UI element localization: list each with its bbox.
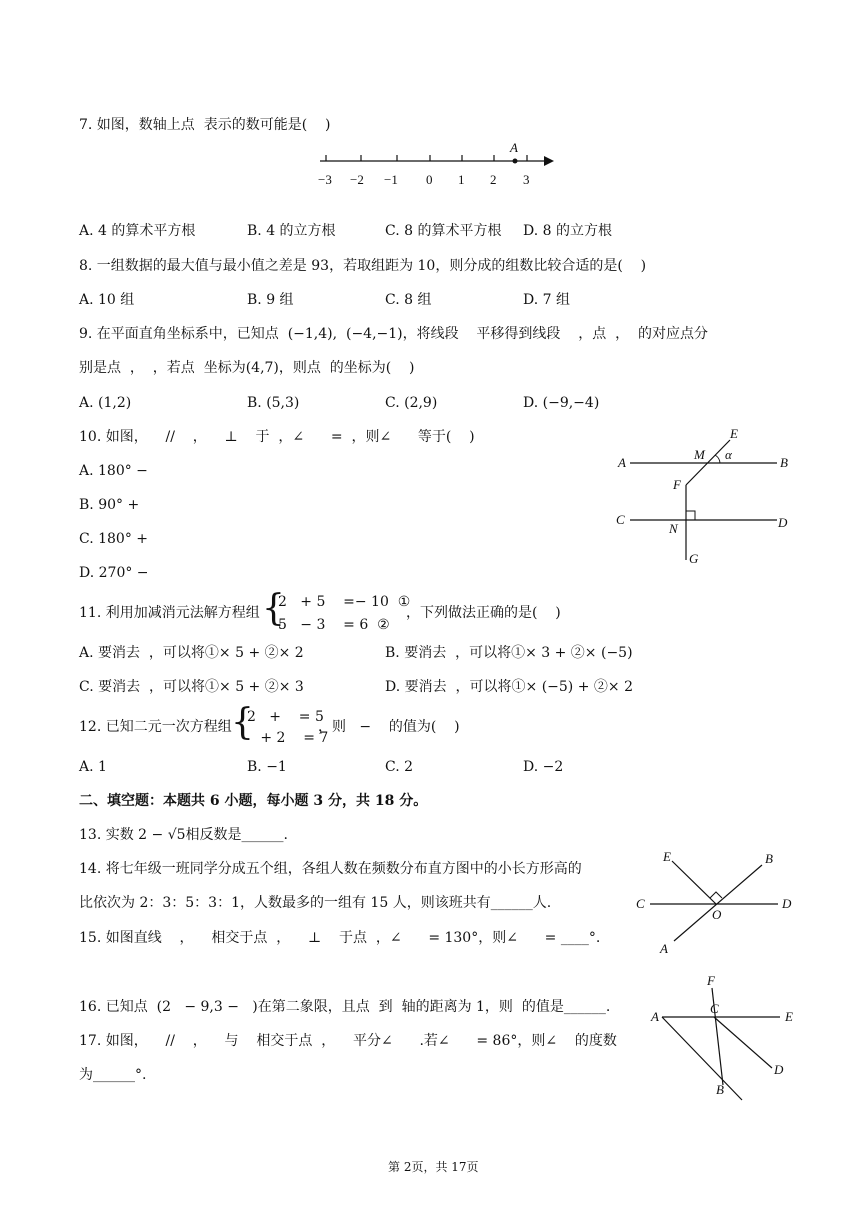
label-a: A <box>660 941 668 956</box>
section-2-heading: 二、填空题：本题共 6 小题，每小题 3 分，共 18 分。 <box>79 793 428 809</box>
label-c: C <box>616 512 625 527</box>
label-e: E <box>730 426 738 441</box>
label-d: D <box>774 1062 784 1077</box>
tick-label: 1 <box>458 172 465 187</box>
q11-equation-1: 2 + 5 =− 10 ① <box>278 594 411 610</box>
q12-option-b: B. −1 <box>247 759 287 775</box>
q10-parallel-lines-figure <box>612 425 802 575</box>
tick-label: −1 <box>384 172 398 187</box>
q17-parallel-transversal-figure <box>648 970 803 1110</box>
q11-brace: { <box>262 588 285 629</box>
tick-label: −3 <box>318 172 332 187</box>
label-b: B <box>716 1082 724 1097</box>
q12-stem-pre: 12. 已知二元一次方程组 <box>79 719 232 735</box>
q11-option-b: B. 要消去 ，可以将①× 3 + ②× (−5) <box>385 645 633 661</box>
label-e: E <box>663 849 671 864</box>
q7-option-c: C. 8 的算术平方根 <box>385 223 502 239</box>
label-b: B <box>780 455 788 470</box>
tick-label: 3 <box>523 172 530 187</box>
q11-option-a: A. 要消去 ，可以将①× 5 + ②× 2 <box>79 645 304 661</box>
q9-option-d: D. (−9,−4) <box>523 395 600 411</box>
q8-option-a: A. 10 组 <box>79 292 135 308</box>
q10-option-b: B. 90° + <box>79 497 140 513</box>
label-g: G <box>689 551 699 566</box>
label-d: D <box>778 515 788 530</box>
q7-stem: 7. 如图，数轴上点 表示的数可能是( ) <box>79 117 331 133</box>
point-a-dot <box>513 159 518 164</box>
q14-stem-line1: 14. 将七年级一班同学分成五个组，各组人数在频数分布直方图中的小长方形高的 <box>79 861 582 877</box>
label-e: E <box>785 1009 793 1024</box>
label-f: F <box>707 973 715 988</box>
label-c: C <box>710 1001 719 1016</box>
label-n: N <box>669 521 678 536</box>
q8-option-d: D. 7 组 <box>523 292 570 308</box>
q7-option-a: A. 4 的算术平方根 <box>79 223 196 239</box>
q12-option-c: C. 2 <box>385 759 414 775</box>
q8-option-b: B. 9 组 <box>247 292 294 308</box>
q12-equation-2: + 2 = 7 <box>247 730 329 746</box>
label-alpha: α <box>725 447 732 462</box>
q9-option-c: C. (2,9) <box>385 395 438 411</box>
page-footer: 第 2页，共 17页 <box>388 1160 479 1174</box>
q16-stem: 16. 已知点 (2 − 9,3 − )在第二象限，且点 到 轴的距离为 1，则 的值是______. <box>79 999 611 1015</box>
q9-option-b: B. (5,3) <box>247 395 300 411</box>
q7-option-d: D. 8 的立方根 <box>523 223 612 239</box>
point-a-label: A <box>510 140 518 155</box>
q11-stem-pre: 11. 利用加减消元法解方程组 <box>79 605 260 621</box>
q9-stem-line1: 9. 在平面直角坐标系中，已知点 (−1,4), (−4,−1)，将线段 平移得到线段 ，点 ， 的对应点分 <box>79 326 709 342</box>
tick-label: −2 <box>350 172 364 187</box>
tick-label: 0 <box>426 172 433 187</box>
label-f: F <box>673 477 681 492</box>
q10-option-d: D. 270° − <box>79 565 149 581</box>
q7-number-line-figure <box>310 140 570 190</box>
label-b: B <box>765 851 773 866</box>
tick-label: 2 <box>490 172 497 187</box>
label-m: M <box>694 447 705 462</box>
q14-stem-line2: 比依次为 2：3：5：3：1，人数最多的一组有 15 人，则该班共有______人. <box>79 895 552 911</box>
q10-stem: 10. 如图， // ， ⊥ 于 ，∠ = ，则∠ 等于( ) <box>79 429 475 445</box>
q8-stem: 8. 一组数据的最大值与最小值之差是 93，若取组距为 10，则分成的组数比较合适的是( ) <box>79 258 647 274</box>
q12-option-d: D. −2 <box>523 759 564 775</box>
label-c: C <box>636 896 645 911</box>
q11-stem-post: ，下列做法正确的是( ) <box>406 605 561 621</box>
q12-stem-post: ，则 − 的值为( ) <box>318 719 460 735</box>
label-a: A <box>618 455 626 470</box>
q12-brace: { <box>231 702 254 743</box>
q9-option-a: A. (1,2) <box>79 395 132 411</box>
q17-stem-line2: 为______°. <box>79 1067 147 1083</box>
q12-option-a: A. 1 <box>79 759 107 775</box>
q13-stem: 13. 实数 2 − √5相反数是______. <box>79 827 288 843</box>
q17-stem-line1: 17. 如图， // ， 与 相交于点 ， 平分∠ .若∠ = 86°，则∠ 的度数 <box>79 1033 617 1049</box>
q10-option-a: A. 180° − <box>79 463 148 479</box>
q7-option-b: B. 4 的立方根 <box>247 223 336 239</box>
label-o: O <box>712 907 722 922</box>
label-d: D <box>782 896 792 911</box>
q15-stem: 15. 如图直线 ， 相交于点 ， ⊥ 于点 ，∠ = 130°，则∠ = ____°. <box>79 930 601 946</box>
q11-equation-2: 5 − 3 = 6 ② <box>278 617 390 633</box>
label-a: A <box>651 1009 659 1024</box>
q8-option-c: C. 8 组 <box>385 292 432 308</box>
q10-option-c: C. 180° + <box>79 531 149 547</box>
q11-option-d: D. 要消去 ，可以将①× (−5) + ②× 2 <box>385 679 633 695</box>
q12-equation-1: 2 + = 5 <box>247 709 324 725</box>
q15-intersecting-lines-figure <box>630 845 800 960</box>
q11-option-c: C. 要消去 ，可以将①× 5 + ②× 3 <box>79 679 304 695</box>
q9-stem-line2: 别是点 ， ，若点 坐标为(4,7)，则点 的坐标为( ) <box>79 360 415 376</box>
